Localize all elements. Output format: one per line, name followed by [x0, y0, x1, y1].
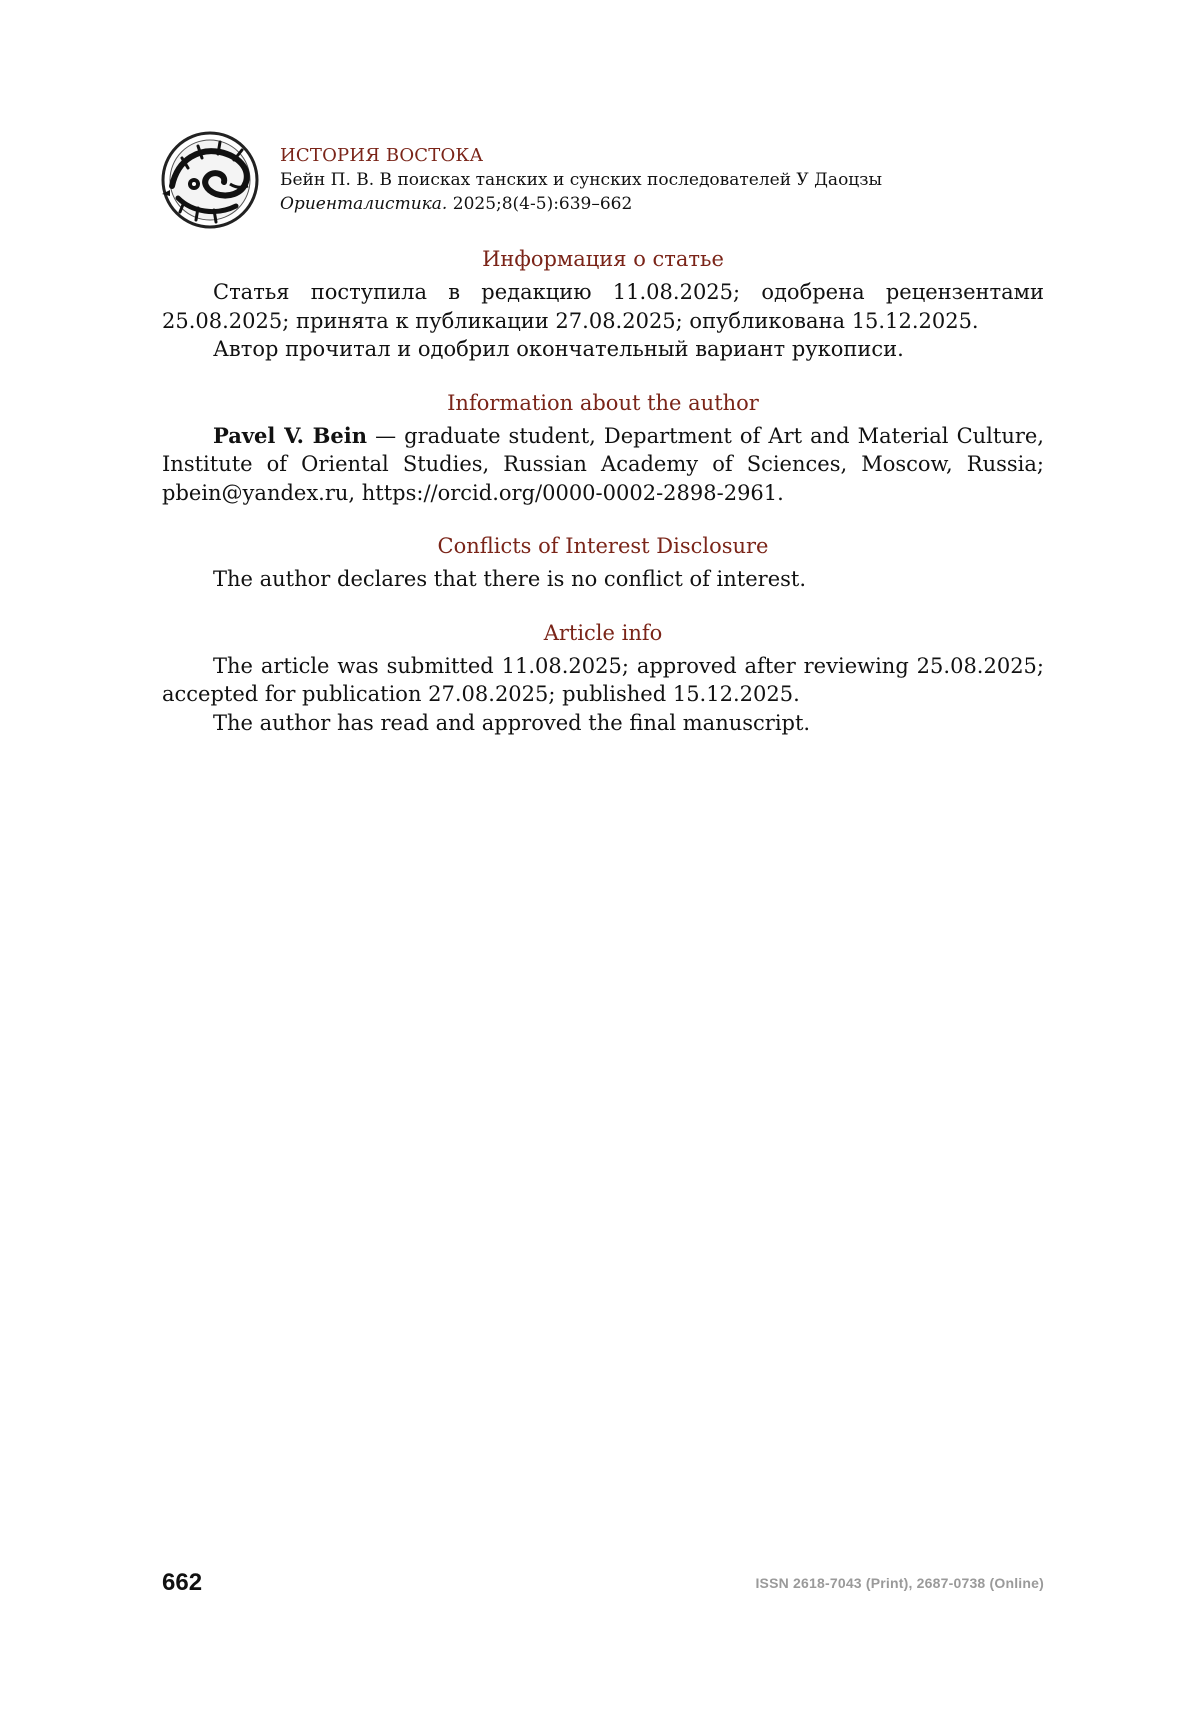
author-details: — graduate student, Department of Art and Material Culture, Institute of Oriental Studies, Russian Academy of Sciences, Moscow, Russia; pbein@yandex.ru, https://orcid.org/0000-0002-2898-2961. [162, 423, 1044, 505]
paragraph: The author declares that there is no conflict of interest. [213, 567, 807, 591]
journal-logo [158, 128, 266, 232]
page-footer [162, 1569, 1044, 1601]
author-paragraph [162, 422, 1044, 508]
section-title: Information about the author [447, 390, 759, 415]
citation-details: 2025;8(4-5):639–662 [447, 194, 633, 214]
section-article-info-ru [162, 244, 1044, 364]
paragraph: Автор прочитал и одобрил окончательный вариант рукописи. [213, 337, 904, 361]
author-name: Pavel V. Bein [213, 422, 368, 448]
dragon-emblem-icon [158, 128, 266, 232]
section-author-info [162, 388, 1044, 508]
paragraph: Статья поступила в редакцию 11.08.2025; одобрена рецензентами 25.08.2025; принята к публикации 27.08.2025; опубликована 15.12.2025. [162, 280, 1044, 333]
section-title: Conflicts of Interest Disclosure [437, 534, 769, 558]
section-title: Информация о статье [482, 247, 724, 271]
journal-name: Ориенталистика. [280, 194, 448, 214]
article-reference: Бейн П. В. В поисках танских и сунских последователей У Даоцзы [280, 170, 883, 190]
section-article-info-en [162, 618, 1044, 738]
section-conflicts [162, 531, 1044, 594]
journal-section-title: ИСТОРИЯ ВОСТОКА [280, 145, 484, 166]
paragraph: The author has read and approved the final manuscript. [213, 710, 811, 735]
page-number: 662 [162, 1569, 203, 1596]
running-header [158, 128, 1058, 232]
article-metadata [162, 240, 1044, 761]
section-title: Article info [543, 620, 663, 645]
issn-line: ISSN 2618-7043 (Print), 2687-0738 (Online) [755, 1575, 1044, 1591]
citation [280, 192, 1060, 216]
paragraph: The article was submitted 11.08.2025; approved after reviewing 25.08.2025; accepted for publication 27.08.2025; published 15.12.2025. [162, 653, 1044, 706]
running-head-text [280, 144, 1060, 216]
